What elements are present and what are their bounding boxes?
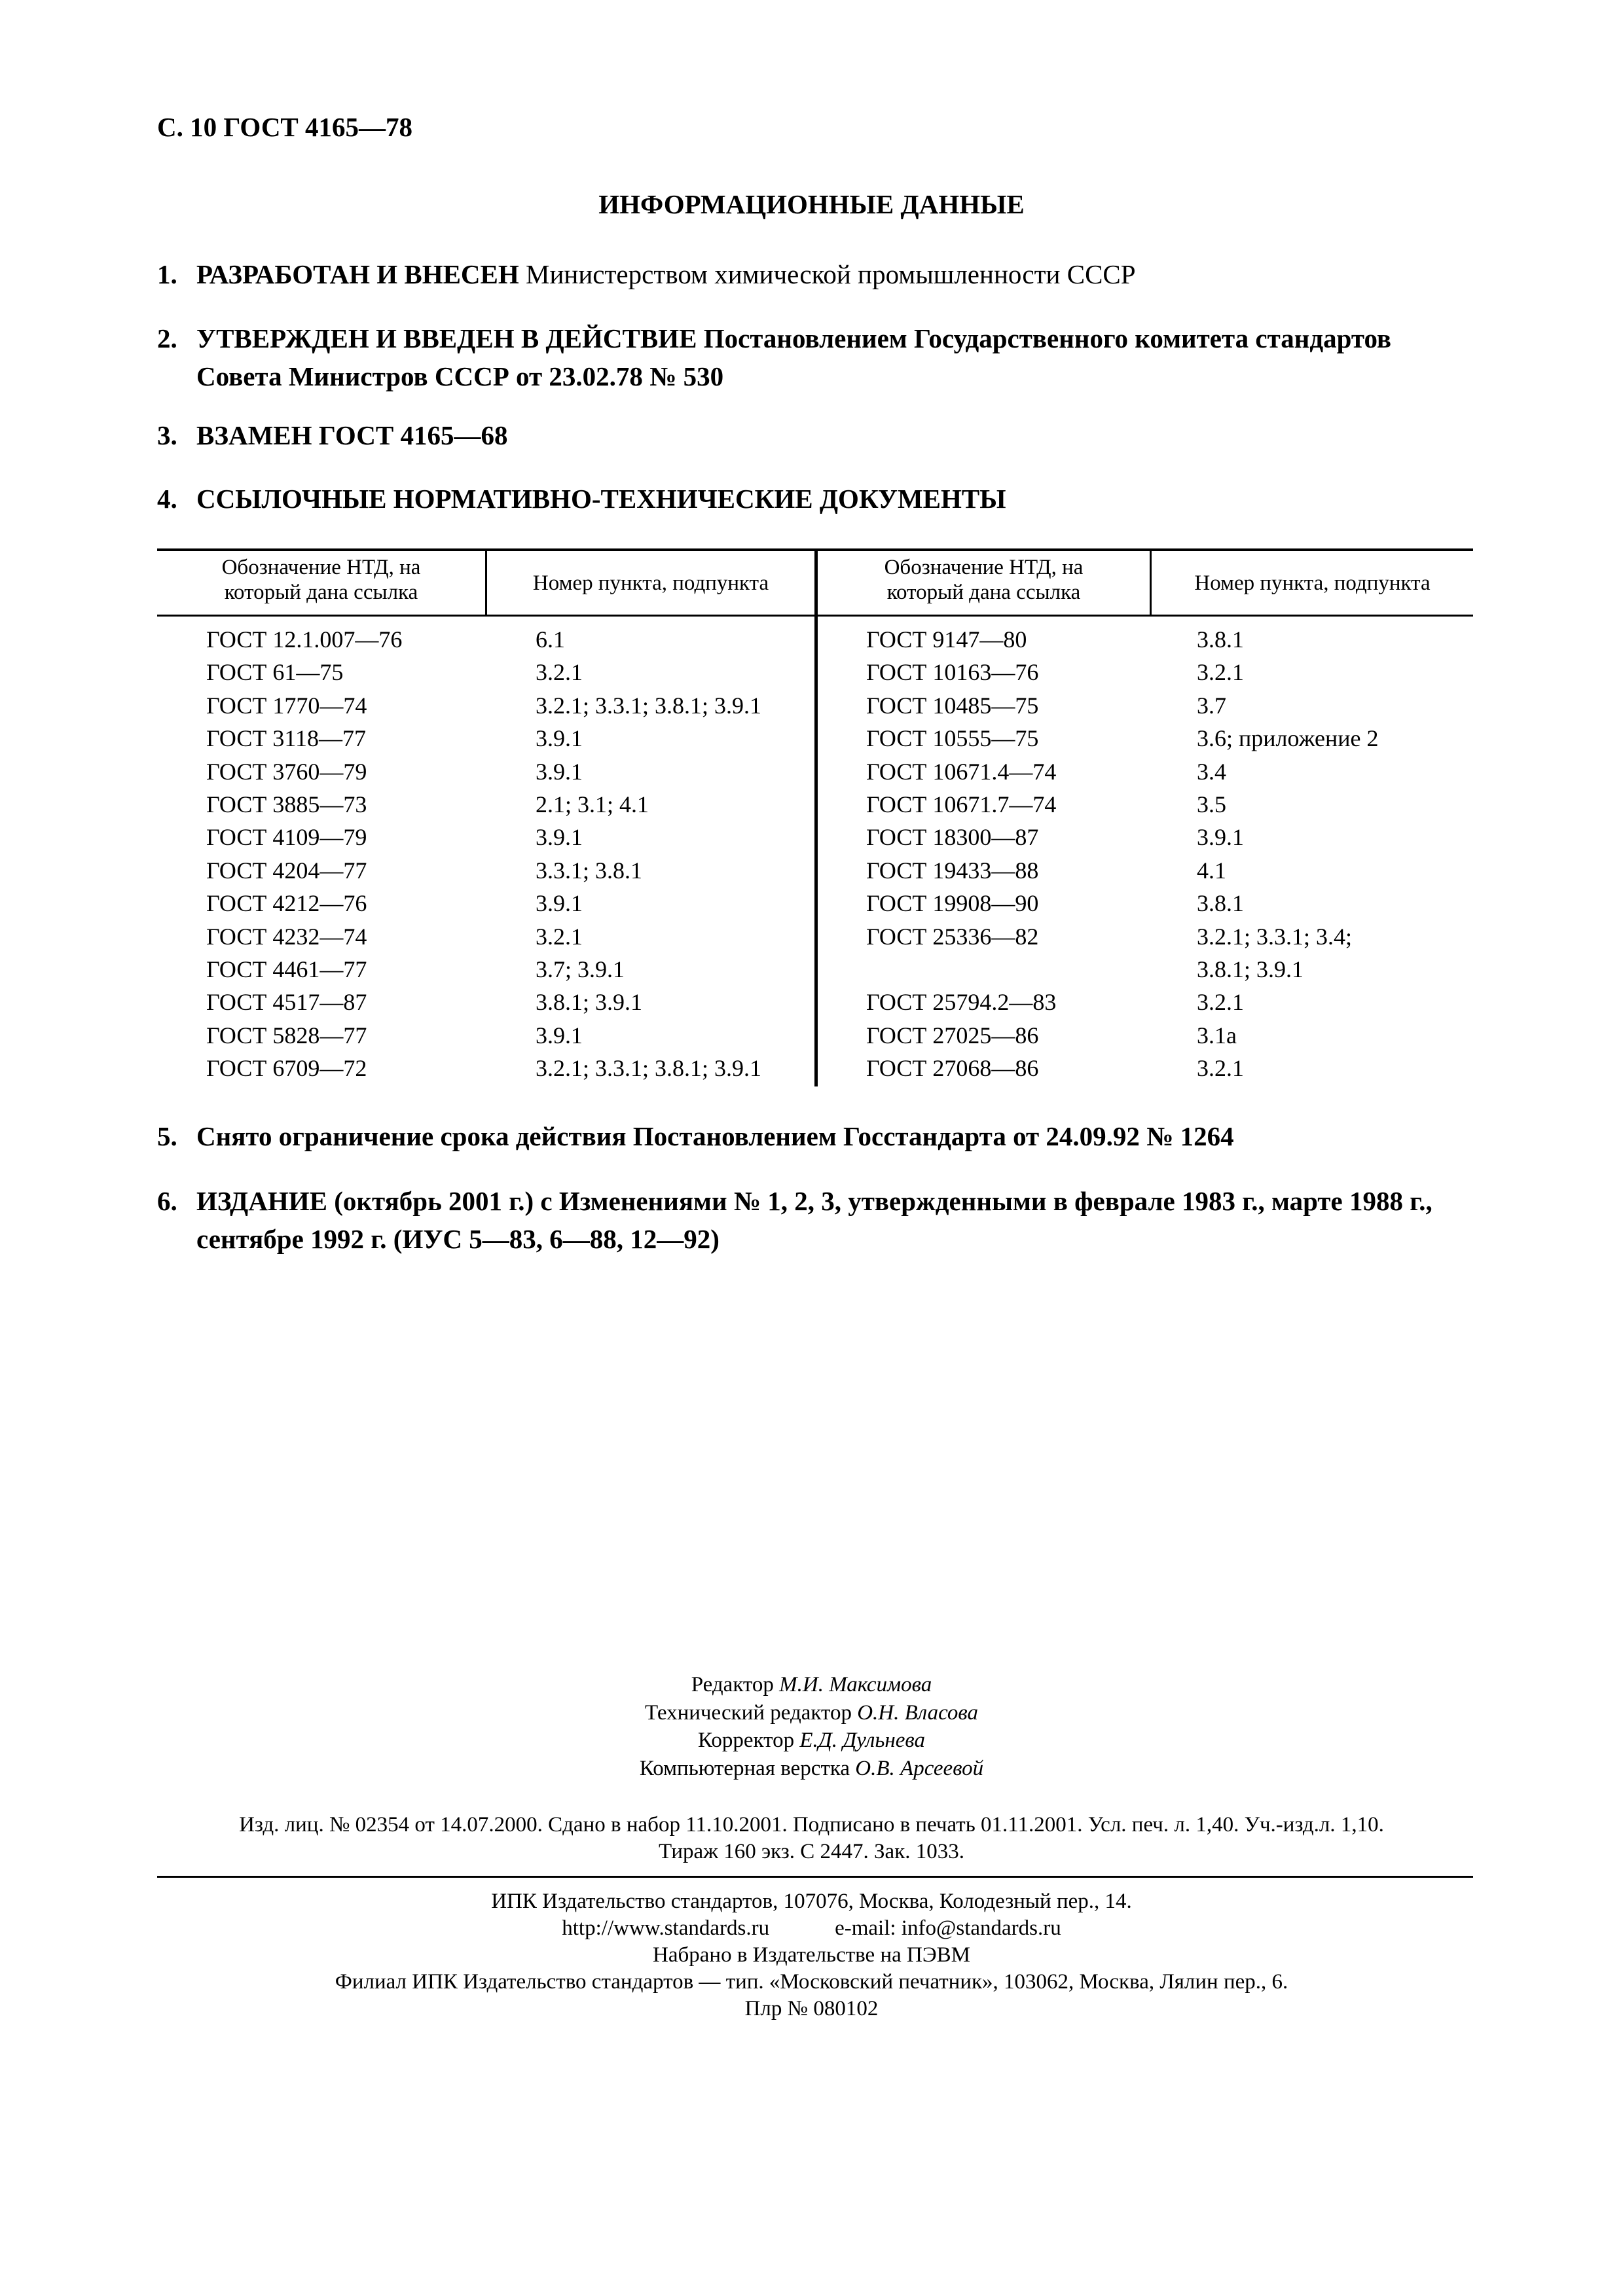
item-heading: ССЫЛОЧНЫЕ НОРМАТИВНО-ТЕХНИЧЕСКИЕ ДОКУМЕНТЫ [196, 484, 1006, 514]
item-number: 1. [157, 259, 177, 289]
table-cell-item: 3.2.1 [536, 923, 583, 950]
table-cell-item: 3.2.1; 3.3.1; 3.8.1; 3.9.1 [536, 1055, 762, 1082]
table-cell-item: 3.2.1; 3.3.1; 3.8.1; 3.9.1 [536, 692, 762, 719]
item-4 [157, 480, 1473, 518]
column-divider-center [814, 551, 818, 1086]
imprint-line-1: Изд. лиц. № 02354 от 14.07.2000. Сдано в набор 11.10.2001. Подписано в печать 01.11.2001. Усл. печ. л. 1,40. Уч.-изд.л. 1,10. [239, 1813, 1384, 1837]
table-cell-item: 3.8.1; 3.9.1 [1197, 956, 1304, 982]
credit-proofreader: Корректор Е.Д. Дульнева [697, 1729, 926, 1752]
table-cell-doc: ГОСТ 4232—74 [206, 923, 367, 950]
table-cell-item: 3.2.1; 3.3.1; 3.4; [1197, 923, 1353, 950]
table-cell-doc: ГОСТ 10163—76 [866, 659, 1039, 686]
item-5 [157, 1117, 1473, 1155]
table-cell-doc: ГОСТ 61—75 [206, 659, 344, 686]
table-cell-doc: ГОСТ 10671.4—74 [866, 758, 1057, 785]
item-text: Министерством химической промышленности СССР [519, 259, 1136, 289]
table-cell-doc [866, 953, 1056, 986]
table-cell-item: 3.1а [1197, 1022, 1237, 1049]
publisher-website[interactable]: http://www.standards.ru [562, 1916, 770, 1940]
table-cell-doc: ГОСТ 3118—77 [206, 725, 367, 752]
column-left-items [536, 623, 761, 1085]
publisher-line-5: Плр № 080102 [744, 1997, 879, 2020]
publisher-email[interactable]: e-mail: info@standards.ru [835, 1916, 1061, 1940]
item-1 [157, 255, 1473, 293]
table-cell-item: 3.9.1 [536, 725, 583, 752]
table-cell-doc: ГОСТ 27025—86 [866, 1022, 1039, 1049]
item-text: Постановлением Государственного комитета стандартов Совета Министров СССР от 23.02.78 № 530 [196, 323, 1392, 391]
table-cell-doc: ГОСТ 3760—79 [206, 758, 367, 785]
header-doc-right: Обозначение НТД, на который дана ссылка [884, 556, 1084, 604]
table-cell-doc: ГОСТ 9147—80 [866, 626, 1027, 653]
publisher-contacts [0, 1915, 1623, 1942]
header-item-right: Номер пункта, подпункта [1194, 571, 1431, 595]
table-cell-doc: ГОСТ 5828—77 [206, 1022, 367, 1049]
table-cell-doc: ГОСТ 18300—87 [866, 824, 1039, 851]
table-cell-item: 3.9.1 [1197, 824, 1244, 851]
table-cell-item: 3.8.1 [1197, 626, 1244, 653]
credit-tech-editor: Технический редактор О.Н. Власова [644, 1700, 979, 1725]
page-header: С. 10 ГОСТ 4165—78 [157, 112, 413, 142]
table-cell-item: 3.2.1 [1197, 989, 1244, 1016]
table-cell-item: 3.7 [1197, 692, 1226, 719]
document-title: ИНФОРМАЦИОННЫЕ ДАННЫЕ [598, 189, 1025, 219]
header-doc-left: Обозначение НТД, на который дана ссылка [221, 556, 421, 604]
table-cell-doc: ГОСТ 27068—86 [866, 1055, 1039, 1082]
footer-rule [157, 1876, 1473, 1878]
table-cell-doc: ГОСТ 4109—79 [206, 824, 367, 851]
table-cell-item: 3.4 [1197, 758, 1226, 785]
table-cell-item: 4.1 [1197, 857, 1226, 884]
item-number: 4. [157, 484, 177, 514]
item-number: 5. [157, 1121, 177, 1151]
table-cell-item: 3.9.1 [536, 824, 583, 851]
table-cell-doc: ГОСТ 4517—87 [206, 989, 367, 1016]
table-cell-doc: ГОСТ 25336—82 [866, 923, 1039, 950]
item-6 [157, 1182, 1473, 1258]
table-cell-item: 3.7; 3.9.1 [536, 956, 625, 982]
publisher-line-4: Филиал ИПК Издательство стандартов — тип. «Московский печатник», 103062, Москва, Лялин пер., 6. [335, 1970, 1288, 1994]
credits-block [0, 1671, 1623, 1782]
table-cell-doc: ГОСТ 4461—77 [206, 956, 367, 982]
credit-layout: Компьютерная верстка О.В. Арсеевой [639, 1756, 984, 1780]
table-cell-item: 3.6; приложение 2 [1197, 725, 1379, 752]
table-cell-doc: ГОСТ 12.1.007—76 [206, 626, 403, 653]
item-number: 2. [157, 323, 177, 353]
item-number: 3. [157, 420, 177, 450]
item-heading: УТВЕРЖДЕН И ВВЕДЕН В ДЕЙСТВИЕ [196, 323, 697, 353]
imprint-line-2: Тираж 160 экз. С 2447. Зак. 1033. [659, 1840, 964, 1863]
table-cell-doc: ГОСТ 10671.7—74 [866, 791, 1057, 817]
item-heading: Снято ограничение срока действия Постановлением Госстандарта от 24.09.92 № 1264 [196, 1121, 1234, 1151]
item-2 [157, 319, 1473, 395]
table-cell-item: 3.5 [1197, 791, 1226, 817]
table-cell-item: 3.3.1; 3.8.1 [536, 857, 643, 884]
column-right-docs [866, 623, 1056, 1085]
table-cell-item: 6.1 [536, 626, 565, 653]
item-number: 6. [157, 1186, 177, 1216]
table-cell-doc: ГОСТ 19908—90 [866, 890, 1039, 917]
table-cell-doc: ГОСТ 1770—74 [206, 692, 367, 719]
table-cell-item: 3.9.1 [536, 758, 583, 785]
table-cell-doc: ГОСТ 10485—75 [866, 692, 1039, 719]
item-heading: РАЗРАБОТАН И ВНЕСЕН [196, 259, 519, 289]
publisher-line-3: Набрано в Издательстве на ПЭВМ [653, 1943, 970, 1967]
credit-editor: Редактор М.И. Максимова [691, 1673, 932, 1696]
table-cell-item: 2.1; 3.1; 4.1 [536, 791, 649, 817]
item-heading: ВЗАМЕН ГОСТ 4165—68 [196, 420, 508, 450]
table-cell-item: 3.2.1 [1197, 659, 1244, 686]
table-cell-item: 3.2.1 [536, 659, 583, 686]
table-cell-item: 3.2.1 [1197, 1055, 1244, 1082]
table-cell-item: 3.8.1; 3.9.1 [536, 989, 643, 1016]
table-cell-doc: ГОСТ 25794.2—83 [866, 989, 1057, 1016]
table-cell-doc: ГОСТ 6709—72 [206, 1055, 367, 1082]
header-item-left: Номер пункта, подпункта [532, 571, 769, 595]
column-left-docs [206, 623, 402, 1085]
table-cell-item: 3.9.1 [536, 890, 583, 917]
table-cell-doc: ГОСТ 3885—73 [206, 791, 367, 817]
column-right-items [1197, 623, 1379, 1085]
table-cell-item: 3.8.1 [1197, 890, 1244, 917]
table-cell-doc: ГОСТ 10555—75 [866, 725, 1039, 752]
table-cell-doc: ГОСТ 4212—76 [206, 890, 367, 917]
table-cell-doc: ГОСТ 19433—88 [866, 857, 1039, 884]
publisher-line-1: ИПК Издательство стандартов, 107076, Москва, Колодезный пер., 14. [491, 1890, 1132, 1913]
item-3 [157, 416, 1473, 454]
table-cell-item: 3.9.1 [536, 1022, 583, 1049]
item-heading: ИЗДАНИЕ (октябрь 2001 г.) с Изменениями № 1, 2, 3, утвержденными в феврале 1983 г., марте 1988 г., сентябре 1992 г. (ИУС 5—83, 6—88, 12—92) [196, 1186, 1432, 1254]
table-cell-doc: ГОСТ 4204—77 [206, 857, 367, 884]
